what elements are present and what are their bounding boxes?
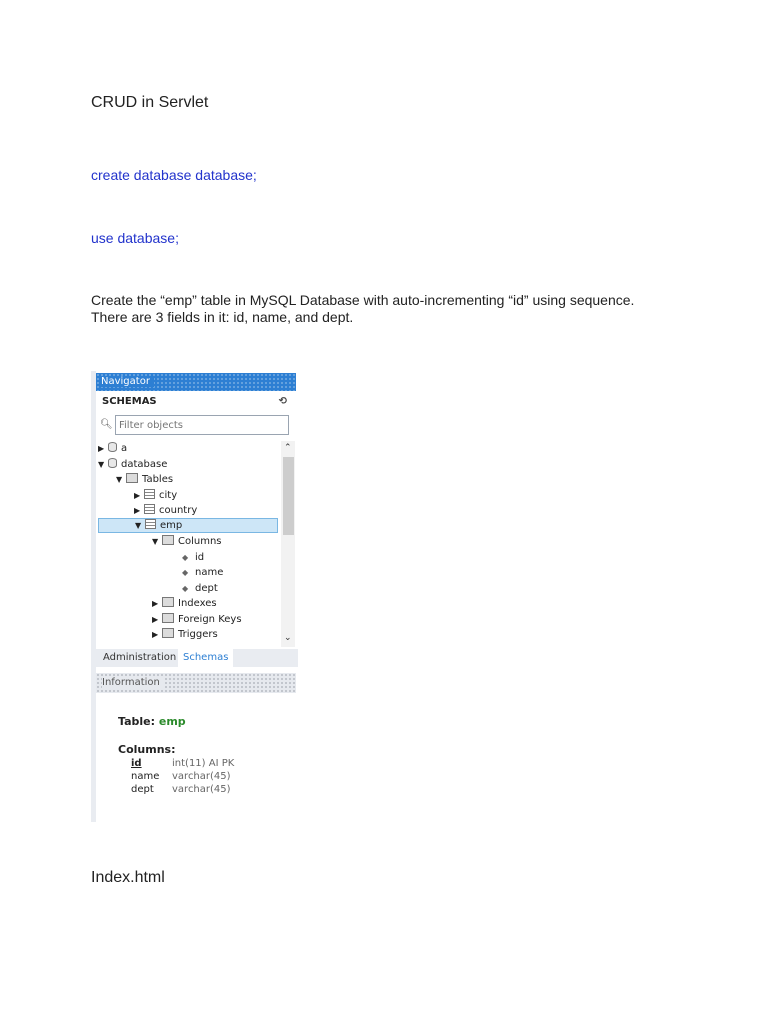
tree-item-a[interactable]: ▶ a xyxy=(98,443,128,454)
column-type: int(11) AI PK xyxy=(172,758,235,769)
folder-icon xyxy=(162,628,174,638)
folder-icon xyxy=(126,473,138,483)
chevron-down-icon[interactable]: ▼ xyxy=(116,475,123,484)
column-name: id xyxy=(131,758,142,769)
tree-item-column-dept[interactable]: ◆ dept xyxy=(182,583,218,594)
code-create-database: create database database; xyxy=(91,167,257,183)
column-diamond-icon: ◆ xyxy=(182,584,189,593)
information-header xyxy=(96,673,296,693)
tree-item-indexes[interactable]: ▶ Indexes xyxy=(152,598,217,609)
scrollbar-thumb[interactable] xyxy=(283,457,294,535)
tree-item-database[interactable]: ▼ database xyxy=(98,459,168,470)
section-heading-index: Index.html xyxy=(91,869,165,886)
chevron-right-icon[interactable]: ▶ xyxy=(98,444,105,453)
description-line-1: Create the “emp” table in MySQL Database with auto-incrementing “id” using sequence. xyxy=(91,292,635,308)
folder-icon xyxy=(162,613,174,623)
tree-item-column-name[interactable]: ◆ name xyxy=(182,567,224,578)
chevron-right-icon[interactable]: ▶ xyxy=(134,506,141,515)
folder-icon xyxy=(162,535,174,545)
information-body xyxy=(96,693,298,822)
tree-item-foreign-keys[interactable]: ▶ Foreign Keys xyxy=(152,614,242,625)
schemas-row xyxy=(102,396,287,410)
table-icon xyxy=(144,489,155,499)
tree-item-tables[interactable]: ▼ Tables xyxy=(116,474,174,485)
chevron-down-icon[interactable]: ▼ xyxy=(135,521,142,530)
database-icon xyxy=(108,442,117,452)
workbench-navigator-screenshot xyxy=(91,371,298,822)
database-icon xyxy=(108,458,117,468)
table-name: emp xyxy=(158,715,186,728)
chevron-down-icon[interactable]: ▼ xyxy=(98,460,105,469)
tree-item-triggers[interactable]: ▶ Triggers xyxy=(152,629,218,640)
filter-objects-input[interactable] xyxy=(115,415,289,435)
column-diamond-icon: ◆ xyxy=(182,568,189,577)
column-row-dept xyxy=(131,783,231,796)
tree-item-column-id[interactable]: ◆ id xyxy=(182,552,205,563)
information-title: Information xyxy=(102,677,163,688)
description-paragraph xyxy=(91,292,677,326)
column-name: name xyxy=(131,771,160,782)
tree-item-city[interactable]: ▶ city xyxy=(134,490,178,501)
column-type: varchar(45) xyxy=(172,784,231,795)
page-title: CRUD in Servlet xyxy=(91,94,209,111)
info-table-line xyxy=(118,715,186,728)
description-line-2: There are 3 fields in it: id, name, and dept. xyxy=(91,309,354,325)
search-icon: 🔍︎ xyxy=(100,419,113,430)
navigator-header xyxy=(96,373,296,391)
chevron-right-icon[interactable]: ▶ xyxy=(152,599,159,608)
table-label: Table: xyxy=(118,715,156,728)
tree-item-country[interactable]: ▶ country xyxy=(134,505,198,516)
chevron-up-icon[interactable]: ⌃ xyxy=(284,443,292,453)
tree-scrollbar[interactable] xyxy=(281,441,295,647)
code-use-database: use database; xyxy=(91,230,179,246)
tree-item-emp[interactable]: ▼ emp xyxy=(98,518,278,533)
tab-schemas[interactable]: Schemas xyxy=(178,649,233,667)
table-icon xyxy=(144,504,155,514)
table-icon xyxy=(145,519,156,529)
columns-label: Columns: xyxy=(118,743,176,756)
refresh-icon[interactable]: ⟲ xyxy=(278,396,287,407)
chevron-down-icon[interactable]: ⌄ xyxy=(284,633,292,643)
chevron-right-icon[interactable]: ▶ xyxy=(152,615,159,624)
column-type: varchar(45) xyxy=(172,771,231,782)
chevron-right-icon[interactable]: ▶ xyxy=(152,630,159,639)
column-diamond-icon: ◆ xyxy=(182,553,189,562)
chevron-down-icon[interactable]: ▼ xyxy=(152,537,159,546)
column-name: dept xyxy=(131,784,154,795)
schema-tree[interactable] xyxy=(96,441,279,649)
tree-item-columns[interactable]: ▼ Columns xyxy=(152,536,222,547)
navigator-title: Navigator xyxy=(101,376,154,387)
schemas-label: SCHEMAS xyxy=(102,396,157,407)
chevron-right-icon[interactable]: ▶ xyxy=(134,491,141,500)
folder-icon xyxy=(162,597,174,607)
column-row-id xyxy=(131,757,234,770)
navigator-tabs xyxy=(96,649,298,667)
tab-administration[interactable]: Administration xyxy=(103,652,177,663)
column-row-name xyxy=(131,770,231,783)
